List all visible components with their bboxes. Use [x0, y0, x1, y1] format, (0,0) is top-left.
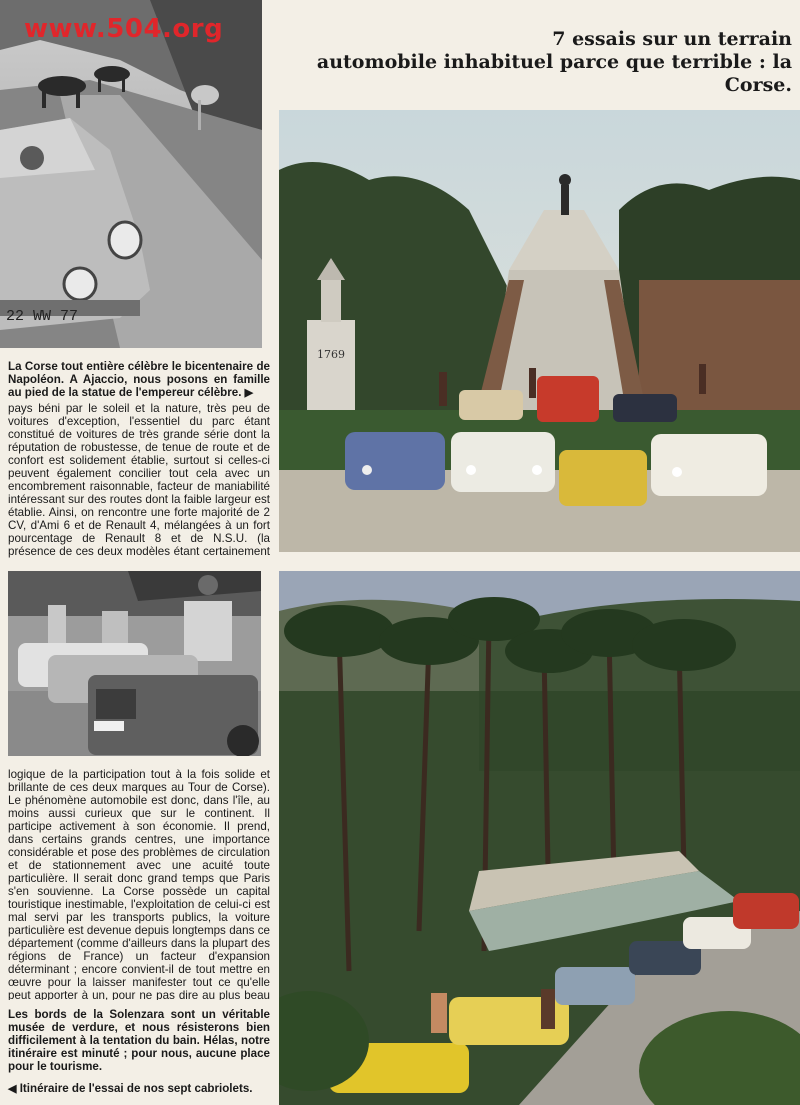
- caption-napoleon-text: La Corse tout entière célèbre le bicentenaire de Napoléon. A Ajaccio, nous posons en famille au pied de la statue de l'empereur célèbre.: [8, 360, 270, 399]
- article-headline: [272, 28, 792, 97]
- license-plate-text: 22 WW 77: [6, 308, 79, 325]
- article-body-part-1: pays béni par le soleil et la nature, très peu de voitures d'exception, l'essentiel du parc étant constitué de voitures de très grande série dont la réputation de robustesse, de tenue de route et de confort est solidement établie, surtout si celles-ci peuvent également concilier tout cela avec un encombrement raisonnable, facteur de maniabilité intéressant sur des routes dont la faible largeur est établie. Ainsi, on rencontre une forte majorité de 2 CV, d'Ami 6 et de Renault 4, mélangées à un fort pourcentage de Renault 8 et de N.S.U. (la présence de ces deux modèles étant certainement: [8, 402, 270, 558]
- photo-napoleon-statue: [279, 110, 800, 552]
- site-watermark: www.504.org: [24, 14, 224, 44]
- headline-line-1: 7 essais sur un terrain: [552, 28, 792, 50]
- photo-solenzara-forest: [279, 571, 800, 1105]
- arrow-right-icon: ▶: [244, 387, 254, 399]
- caption-napoleon: [8, 360, 270, 400]
- article-body-part-2: logique de la participation tout à la fois solide et brillante de ces deux marques au Tour de Corse). Le phénomène automobile est donc, dans l'île, au moins aussi curieux que sur le continent. Il participe activement à son économie. Il prend, dans certains grands centres, une importance considérable et pose des problèmes de circulation et de stationnement avec une acuité toute particulière. Il serait donc grand temps que Paris s'en souvienne. La Corse possède un capital touristique inestimable, l'exploitation de celui-ci est mal servi par les transports publics, la voiture particulière est devenue depuis longtemps dans ce département (comme d'ailleurs dans la plupart des régions de France) un facteur d'expansion déterminant ; encore convient-il de tout mettre en œuvre pour la laisser manifester tout ce qu'elle peut apporter à un, pour ne pas dire au plus beau: [8, 768, 270, 1000]
- caption-solenzara: Les bords de la Solenzara sont un véritable musée de verdure, et nous résisterons bien difficilement à la tentation du bain. Hélas, notre itinéraire est minuté ; pour nous, aucune place pour le tourisme.: [8, 1008, 270, 1073]
- caption-itinerary-text: Itinéraire de l'essai de nos sept cabriolets.: [19, 1082, 253, 1095]
- photo-road-cows: [0, 0, 262, 348]
- arrow-left-icon: ◀: [8, 1083, 17, 1095]
- caption-itinerary: [8, 1082, 270, 1096]
- photo-people-cars: [8, 571, 261, 756]
- column-year-text: 1769: [317, 348, 345, 361]
- headline-line-2: automobile inhabituel parce que terrible : la Corse.: [316, 51, 792, 96]
